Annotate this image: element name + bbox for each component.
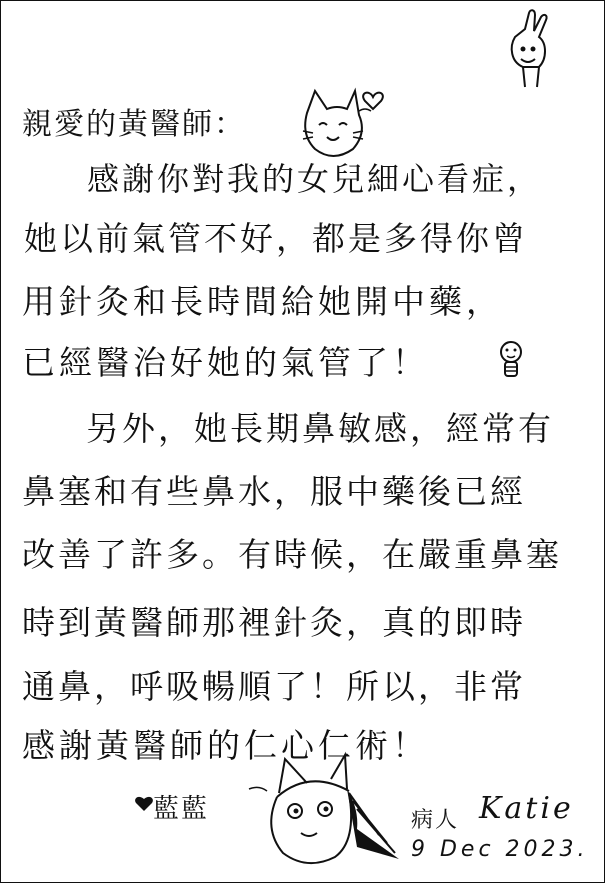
letter-line: 另外，她長期鼻敏感，經常有 (86, 409, 554, 448)
signature-date: 9 Dec 2023. (411, 837, 589, 862)
letter-line: 感謝你對我的女兒細心看症， (87, 160, 543, 198)
salutation: 親愛的黃醫師： (22, 107, 246, 142)
letter-line: 她以前氣管不好，都是多得你曾 (24, 219, 528, 258)
peace-hand-face-doodle (501, 7, 561, 97)
letter-line: 鼻塞和有些鼻水，服中藥後已經 (22, 472, 526, 511)
letter-line: 用針灸和長時間給她開中藥， (22, 282, 503, 321)
heart-bullet-icon (134, 794, 154, 814)
letter-line: 改善了許多。有時候，在嚴重鼻塞 (22, 535, 562, 574)
cat-eared-girl-face-doodle (249, 749, 419, 874)
signature-name: Katie (479, 791, 574, 826)
letter-line: 感謝黃醫師的仁心仁術！ (22, 726, 429, 765)
letter-line: 時到黃醫師那裡針灸，真的即時 (22, 603, 526, 642)
signature-nickname: 藍藍 (153, 794, 210, 824)
letter-line: 已經醫治好她的氣管了！ (22, 343, 429, 382)
letter-line: 通鼻，呼吸暢順了！所以，非常 (22, 667, 526, 706)
signature-patient-label: 病人 (411, 808, 460, 833)
small-bulb-face-doodle (496, 338, 526, 382)
